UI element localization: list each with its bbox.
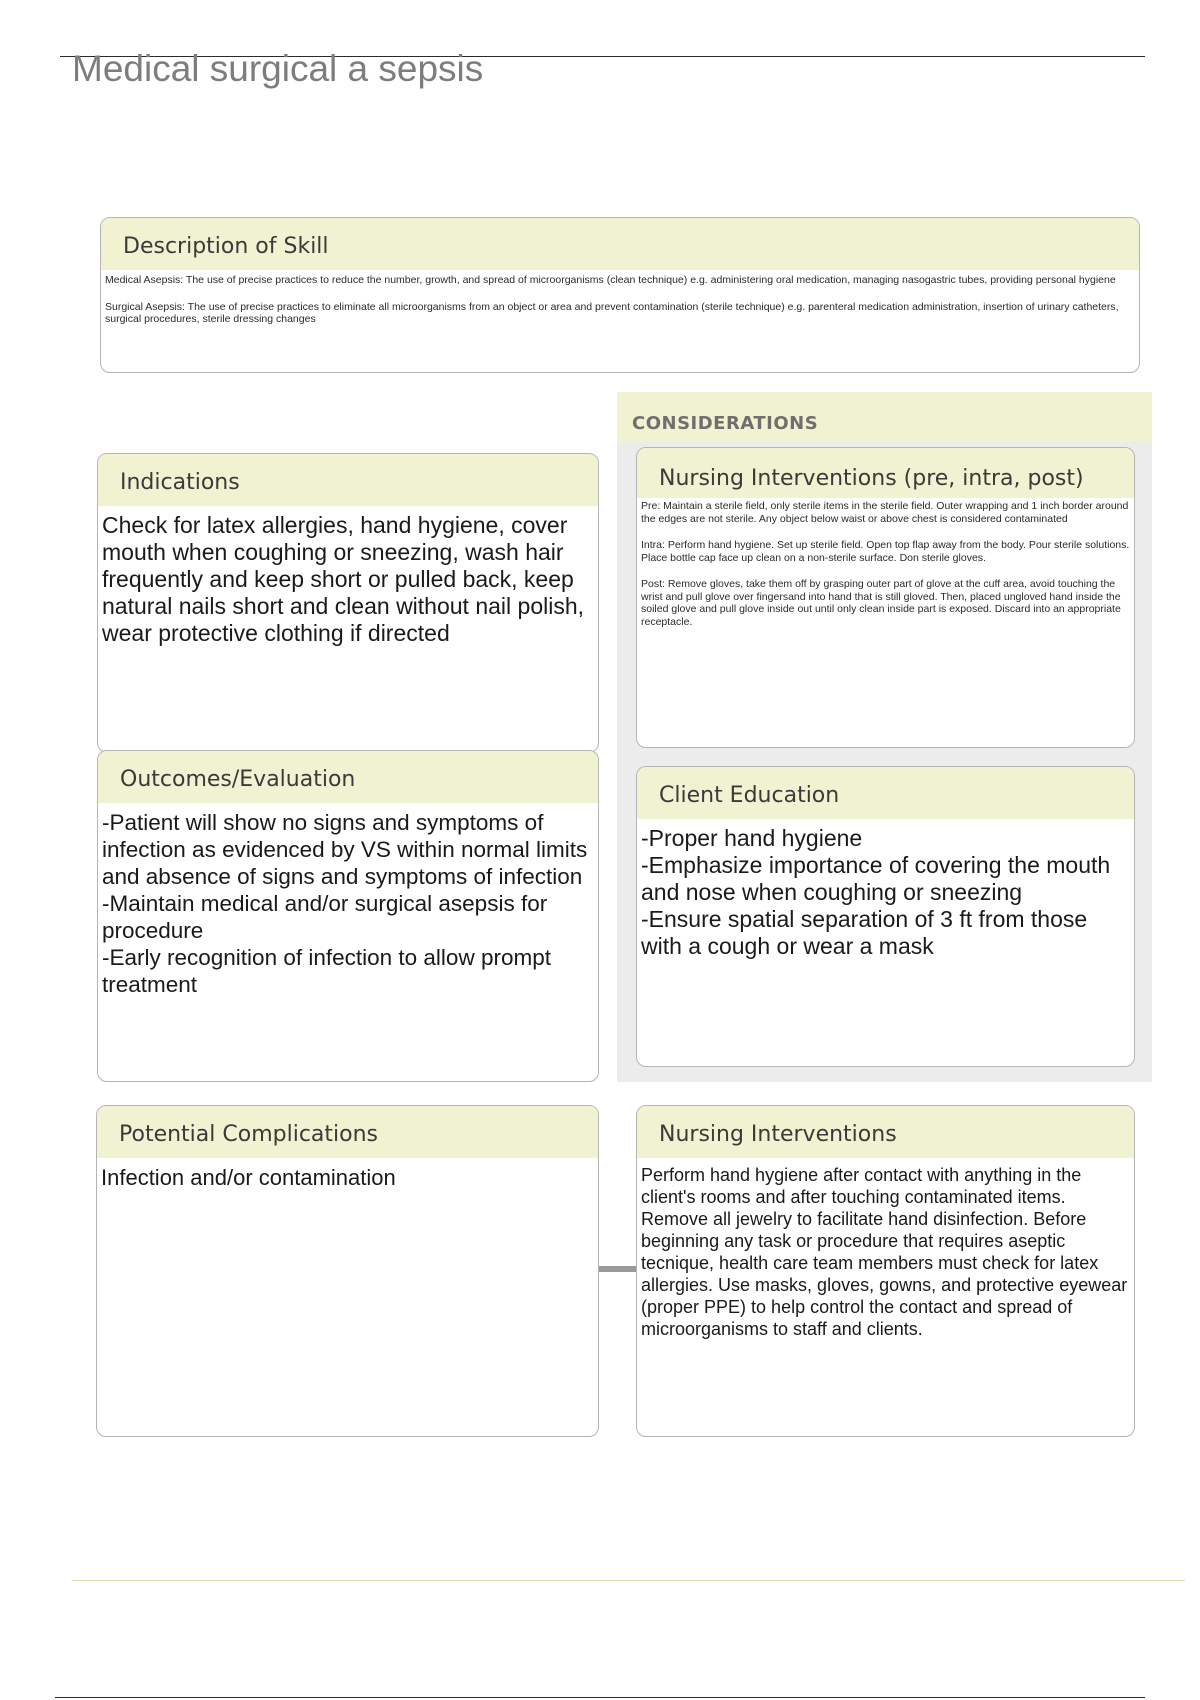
footer-rule-dark	[55, 1697, 1145, 1698]
complications-text: Infection and/or contamination	[101, 1165, 396, 1190]
nursing-interventions-text: Perform hand hygiene after contact with anything in the client's rooms and after touching contaminated items. Remove all jewelry to facilitate hand disinfection. Before beginning any task or procedure that requires aseptic tecnique, health care team members must check for latex allergies. Use masks, gloves, gowns, and protective eyewear (proper PPE) to help control the contact and spread of microorganisms to staff and clients.	[641, 1165, 1128, 1339]
nursing-pre-intra-post-card	[636, 447, 1135, 748]
nursing-pre-intra-post-body	[637, 498, 1134, 628]
indications-text: Check for latex allergies, hand hygiene, cover mouth when coughing or sneezing, wash hair frequently and keep short or pulled back, keep natural nails short and clean without nail polish, wear protective clothing if directed	[102, 512, 585, 646]
page-title: Medical surgical a sepsis	[72, 48, 484, 89]
indications-heading: Indications	[98, 454, 598, 506]
education-item: -Ensure spatial separation of 3 ft from those with a cough or wear a mask	[641, 906, 1088, 959]
description-card	[100, 217, 1140, 373]
connector-line	[598, 1266, 636, 1272]
education-item: -Emphasize importance of covering the mouth and nose when coughing or sneezing	[641, 852, 1111, 905]
nursing-pre-intra-post-heading: Nursing Interventions (pre, intra, post)	[637, 448, 1134, 498]
client-education-body	[637, 819, 1134, 960]
outcome-item: -Patient will show no signs and symptoms of infection as evidenced by VS within normal limits and absence of signs and symptoms of infection	[102, 810, 588, 889]
outcome-item: -Early recognition of infection to allow prompt treatment	[102, 945, 551, 997]
nursing-interventions-card	[636, 1105, 1135, 1437]
outcomes-card	[97, 750, 599, 1082]
indications-card	[97, 453, 599, 753]
complications-card	[96, 1105, 599, 1437]
intra-text: Intra: Perform hand hygiene. Set up sterile field. Open top flap away from the body. Pour sterile solutions. Place bottle cap face up clean on a non-sterile surface. Don sterile gloves.	[641, 539, 1130, 564]
medical-asepsis-text: Medical Asepsis: The use of precise practices to reduce the number, growth, and spread of microorganisms (clean technique) e.g. administering oral medication, managing nasogastric tubes, providing personal hygiene	[105, 274, 1116, 286]
description-body	[101, 270, 1139, 326]
complications-heading: Potential Complications	[97, 1106, 598, 1158]
outcomes-heading: Outcomes/Evaluation	[98, 751, 598, 803]
considerations-label: CONSIDERATIONS	[632, 413, 819, 434]
outcomes-body	[98, 803, 598, 998]
client-education-heading: Client Education	[637, 767, 1134, 819]
education-item: -Proper hand hygiene	[641, 825, 863, 851]
surgical-asepsis-text: Surgical Asepsis: The use of precise practices to eliminate all microorganisms from an object or area and prevent contamination (sterile technique) e.g. parenteral medication administration, insertion of urinary catheters, surgical procedures, sterile dressing changes	[105, 300, 1119, 325]
footer-rule-green	[72, 1580, 1185, 1581]
outcome-item: -Maintain medical and/or surgical asepsis for procedure	[102, 891, 548, 943]
post-text: Post: Remove gloves, take them off by grasping outer part of glove at the cuff area, avoid touching the wrist and pull glove over fingersand into hand that is still gloved. Then, placed ungloved hand inside the soiled glove and pull glove inside out until only clean inside part is exposed. Discard into an appropriate receptacle.	[641, 578, 1121, 628]
client-education-card	[636, 766, 1135, 1067]
description-heading: Description of Skill	[101, 218, 1139, 270]
pre-text: Pre: Maintain a sterile field, only sterile items in the sterile field. Outer wrapping and 1 inch border around the edges are not sterile. Any object below waist or above chest is considered contaminated	[641, 500, 1129, 525]
nursing-interventions-heading: Nursing Interventions	[637, 1106, 1134, 1158]
